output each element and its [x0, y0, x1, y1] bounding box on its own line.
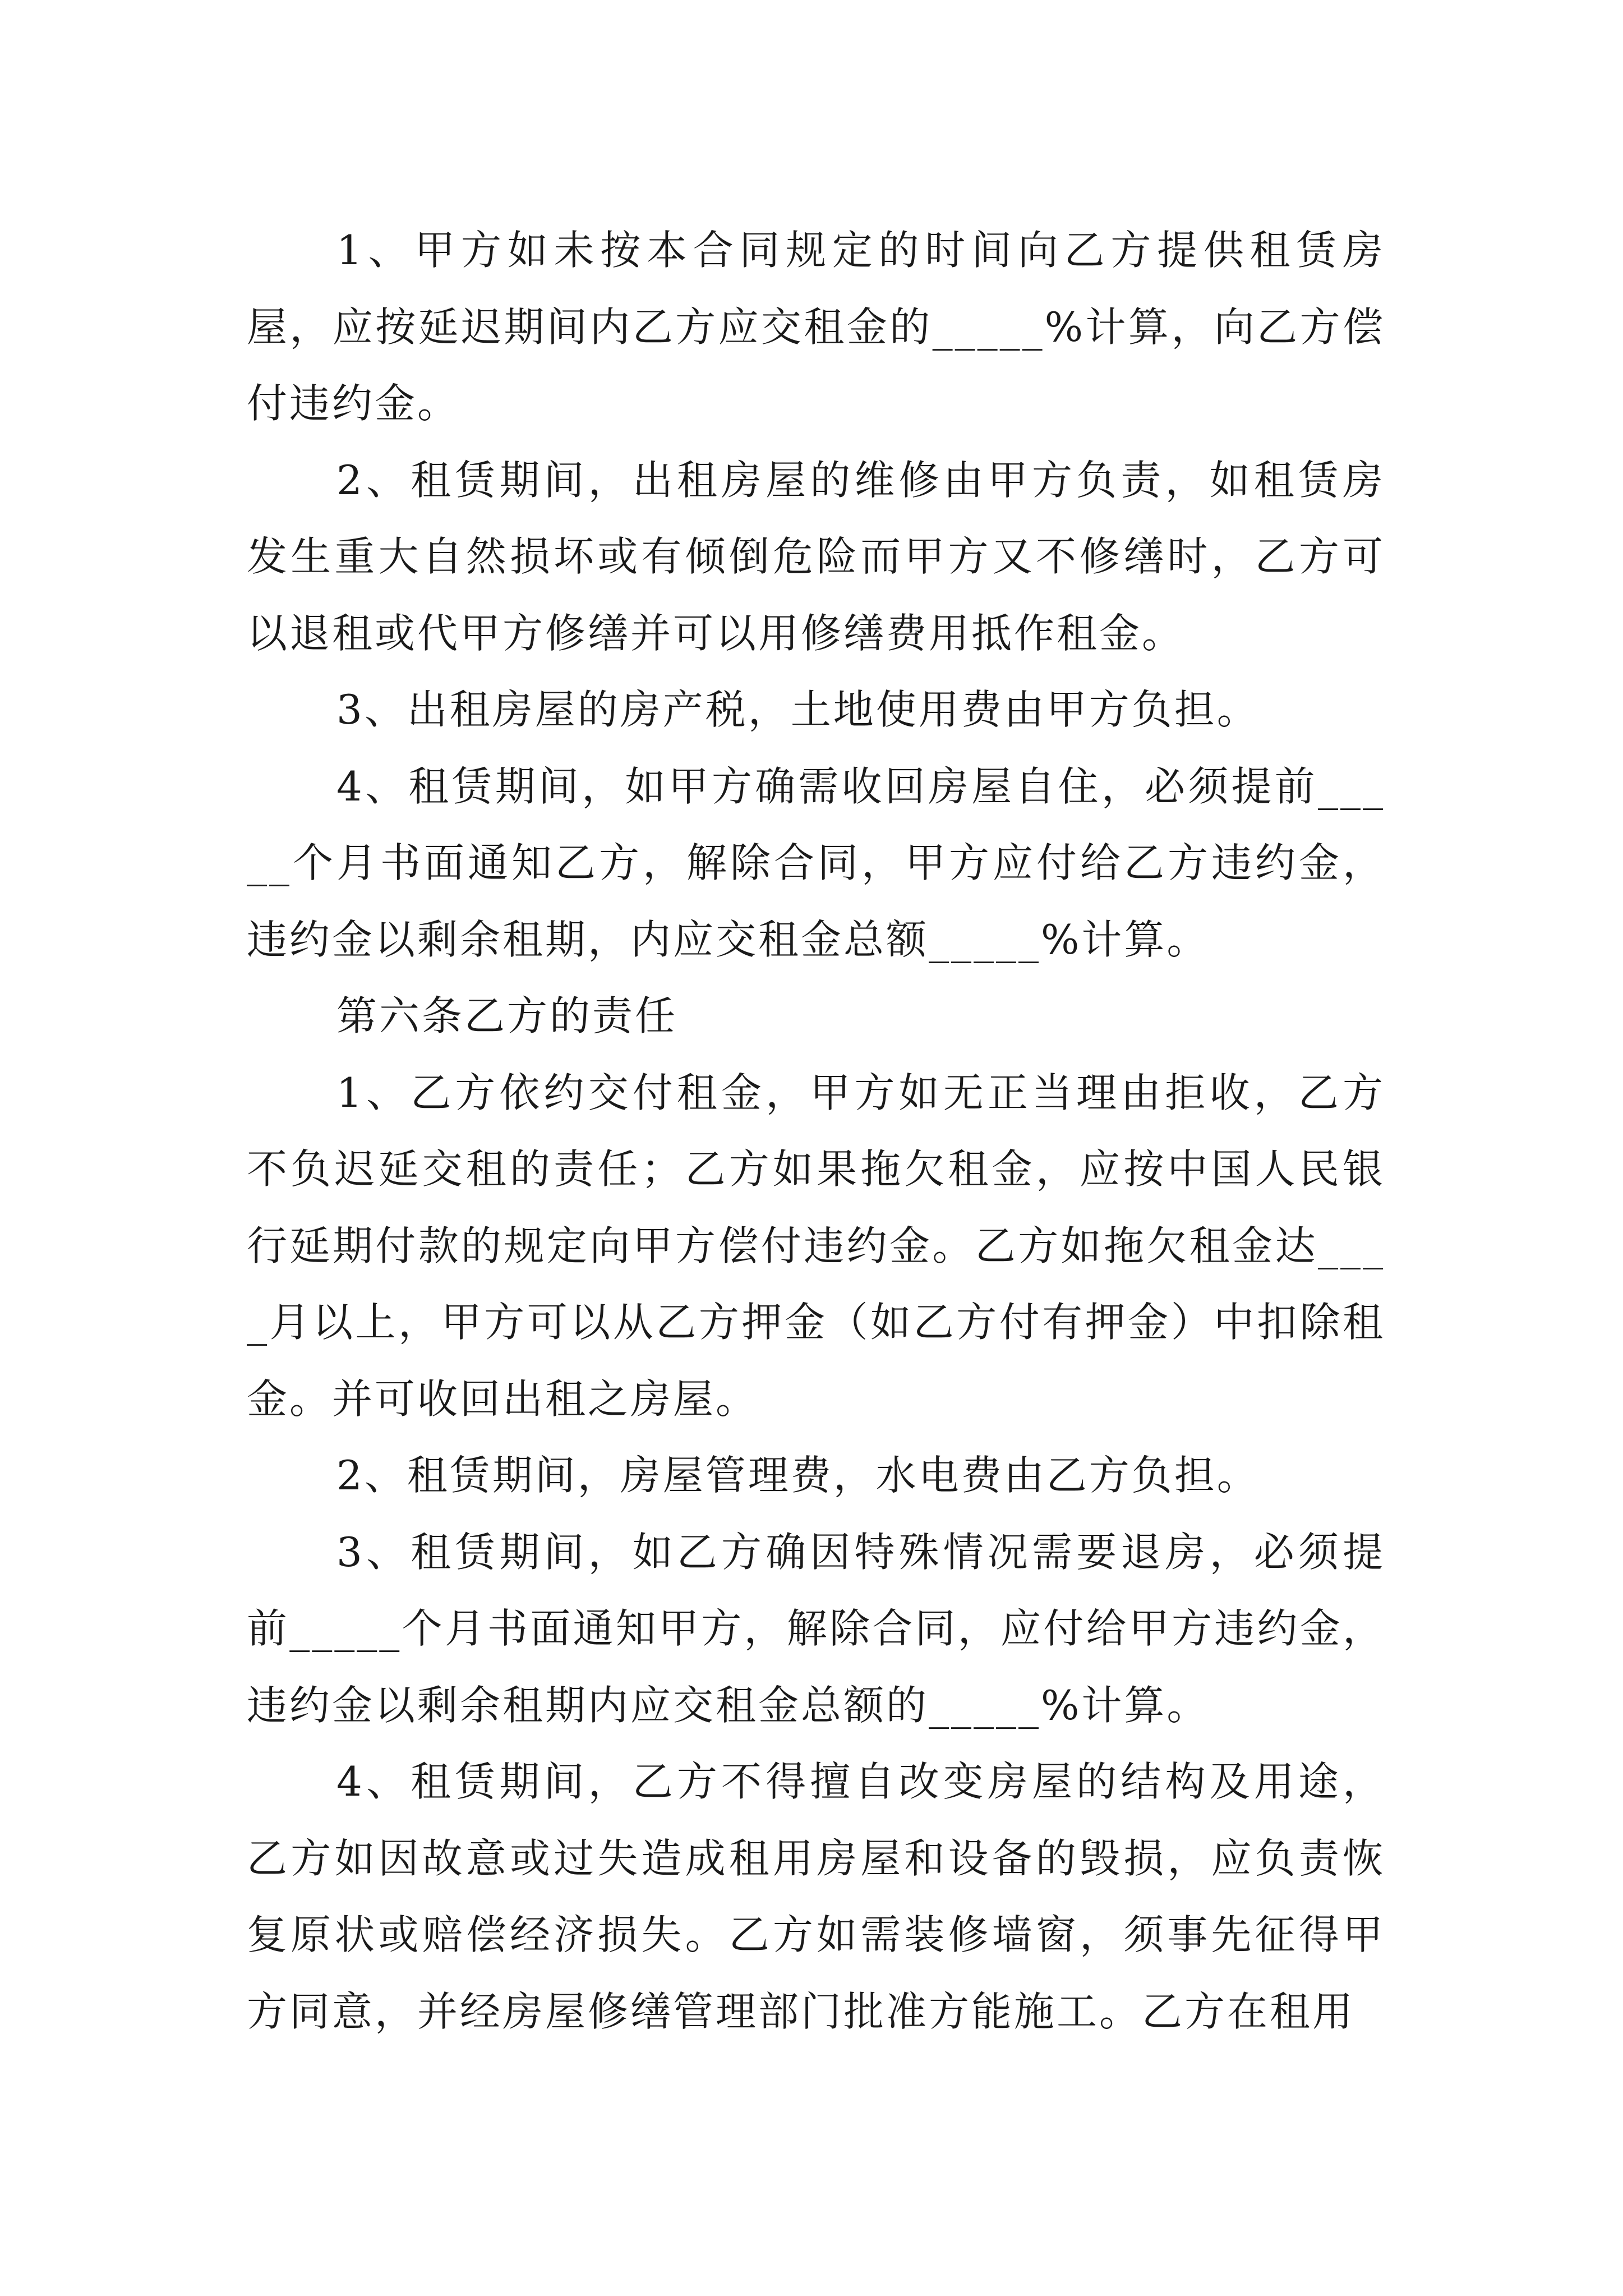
paragraph-landlord-delay-penalty: 1、甲方如未按本合同规定的时间向乙方提供租赁房屋，应按延迟期间内乙方应交租金的_____%计算，向乙方偿付违约金。	[247, 227, 1385, 427]
document-body	[247, 212, 1385, 2050]
paragraph-tenant-alterations: 4、租赁期间，乙方不得擅自改变房屋的结构及用途，乙方如因故意或过失造成租用房屋和设备的毁损，应负责恢复原状或赔偿经济损失。乙方如需装修墙窗，须事先征得甲方同意，并经房屋修缮管理部门批准方能施工。乙方在租用	[247, 1758, 1385, 2035]
paragraph-landlord-repair-duty: 2、租赁期间，出租房屋的维修由甲方负责，如租赁房发生重大自然损坏或有倾倒危险而甲方又不修缮时，乙方可以退租或代甲方修缮并可以用修缮费用抵作租金。	[247, 456, 1385, 657]
paragraph-tenant-utilities: 2、租赁期间，房屋管理费，水电费由乙方负担。	[336, 1452, 1260, 1499]
paragraph-tenant-early-termination: 3、租赁期间，如乙方确因特殊情况需要退房，必须提前_____个月书面通知甲方，解除合同，应付给甲方违约金，违约金以剩余租期内应交租金总额的_____%计算。	[247, 1528, 1385, 1729]
paragraph-property-tax: 3、出租房屋的房产税，土地使用费由甲方负担。	[336, 686, 1260, 733]
section-heading-article-six: 第六条乙方的责任	[336, 992, 678, 1039]
paragraph-tenant-rent-payment: 1、乙方依约交付租金，甲方如无正当理由拒收，乙方不负迟延交租的责任；乙方如果拖欠租金，应按中国人民银行延期付款的规定向甲方偿付违约金。乙方如拖欠租金达____月以上，甲方可以从乙方押金（如乙方付有押金）中扣除租金。并可收回出租之房屋。	[247, 1069, 1385, 1423]
paragraph-landlord-early-termination: 4、租赁期间，如甲方确需收回房屋自住，必须提前_____个月书面通知乙方，解除合同，甲方应付给乙方违约金，违约金以剩余租期，内应交租金总额_____%计算。	[247, 762, 1385, 963]
